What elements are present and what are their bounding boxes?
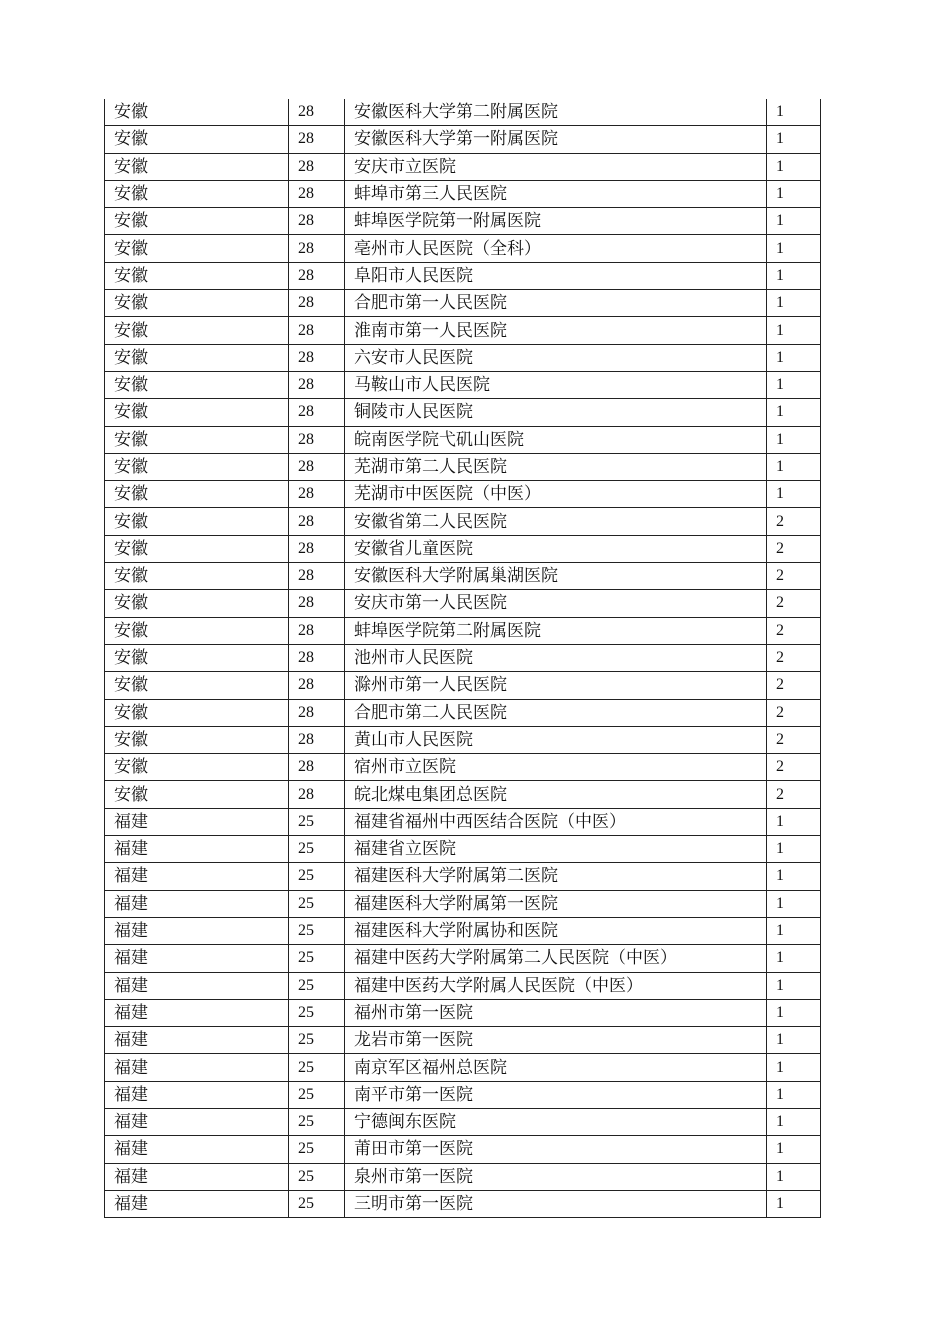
province-cell: 安徽 <box>105 672 289 699</box>
hospital-name-cell: 福建省立医院 <box>345 836 767 863</box>
table-row <box>105 999 821 1026</box>
table-row <box>105 890 821 917</box>
rank-cell: 1 <box>767 99 821 126</box>
hospital-name-cell: 合肥市第一人民医院 <box>345 290 767 317</box>
rank-cell: 1 <box>767 453 821 480</box>
hospital-name-cell: 合肥市第二人民医院 <box>345 699 767 726</box>
rank-cell: 1 <box>767 1054 821 1081</box>
rank-cell: 2 <box>767 563 821 590</box>
table-row <box>105 945 821 972</box>
table-row <box>105 317 821 344</box>
table-row <box>105 481 821 508</box>
rank-cell: 2 <box>767 699 821 726</box>
province-cell: 福建 <box>105 1108 289 1135</box>
hospital-name-cell: 蚌埠医学院第二附属医院 <box>345 617 767 644</box>
table-row <box>105 781 821 808</box>
count-cell: 25 <box>289 1081 345 1108</box>
hospital-name-cell: 福建中医药大学附属第二人民医院（中医） <box>345 945 767 972</box>
count-cell: 25 <box>289 1054 345 1081</box>
province-cell: 福建 <box>105 808 289 835</box>
count-cell: 28 <box>289 99 345 126</box>
province-cell: 福建 <box>105 945 289 972</box>
rank-cell: 2 <box>767 781 821 808</box>
table-row <box>105 399 821 426</box>
hospital-name-cell: 滁州市第一人民医院 <box>345 672 767 699</box>
table-row <box>105 972 821 999</box>
table-row <box>105 726 821 753</box>
hospital-name-cell: 泉州市第一医院 <box>345 1163 767 1190</box>
table-row <box>105 808 821 835</box>
rank-cell: 1 <box>767 426 821 453</box>
table-row <box>105 508 821 535</box>
hospital-name-cell: 龙岩市第一医院 <box>345 1027 767 1054</box>
rank-cell: 1 <box>767 972 821 999</box>
table-row <box>105 1136 821 1163</box>
province-cell: 安徽 <box>105 781 289 808</box>
hospital-name-cell: 蚌埠市第三人民医院 <box>345 180 767 207</box>
hospital-name-cell: 六安市人民医院 <box>345 344 767 371</box>
hospital-name-cell: 亳州市人民医院（全科） <box>345 235 767 262</box>
count-cell: 28 <box>289 644 345 671</box>
count-cell: 28 <box>289 208 345 235</box>
table-row <box>105 535 821 562</box>
table-row <box>105 590 821 617</box>
province-cell: 福建 <box>105 999 289 1026</box>
count-cell: 28 <box>289 508 345 535</box>
rank-cell: 1 <box>767 235 821 262</box>
rank-cell: 1 <box>767 945 821 972</box>
hospital-name-cell: 福建省福州中西医结合医院（中医） <box>345 808 767 835</box>
province-cell: 安徽 <box>105 426 289 453</box>
hospital-name-cell: 福州市第一医院 <box>345 999 767 1026</box>
count-cell: 28 <box>289 535 345 562</box>
hospital-name-cell: 蚌埠医学院第一附属医院 <box>345 208 767 235</box>
hospital-name-cell: 淮南市第一人民医院 <box>345 317 767 344</box>
table-row <box>105 699 821 726</box>
rank-cell: 2 <box>767 508 821 535</box>
rank-cell: 2 <box>767 535 821 562</box>
rank-cell: 1 <box>767 208 821 235</box>
hospital-table-body <box>105 99 821 1218</box>
count-cell: 28 <box>289 563 345 590</box>
table-row <box>105 1081 821 1108</box>
province-cell: 安徽 <box>105 453 289 480</box>
rank-cell: 1 <box>767 917 821 944</box>
table-row <box>105 344 821 371</box>
hospital-name-cell: 南平市第一医院 <box>345 1081 767 1108</box>
rank-cell: 1 <box>767 1163 821 1190</box>
hospital-name-cell: 安徽医科大学第二附属医院 <box>345 99 767 126</box>
province-cell: 安徽 <box>105 699 289 726</box>
table-row <box>105 180 821 207</box>
hospital-name-cell: 安徽医科大学第一附属医院 <box>345 126 767 153</box>
count-cell: 25 <box>289 917 345 944</box>
hospital-name-cell: 福建医科大学附属第二医院 <box>345 863 767 890</box>
province-cell: 福建 <box>105 1027 289 1054</box>
hospital-name-cell: 芜湖市中医医院（中医） <box>345 481 767 508</box>
hospital-name-cell: 安庆市立医院 <box>345 153 767 180</box>
count-cell: 28 <box>289 290 345 317</box>
rank-cell: 1 <box>767 344 821 371</box>
hospital-name-cell: 马鞍山市人民医院 <box>345 371 767 398</box>
province-cell: 安徽 <box>105 99 289 126</box>
table-row <box>105 836 821 863</box>
count-cell: 28 <box>289 180 345 207</box>
rank-cell: 1 <box>767 890 821 917</box>
count-cell: 28 <box>289 590 345 617</box>
rank-cell: 2 <box>767 726 821 753</box>
rank-cell: 2 <box>767 754 821 781</box>
province-cell: 安徽 <box>105 290 289 317</box>
province-cell: 安徽 <box>105 399 289 426</box>
rank-cell: 1 <box>767 290 821 317</box>
rank-cell: 1 <box>767 317 821 344</box>
hospital-name-cell: 莆田市第一医院 <box>345 1136 767 1163</box>
rank-cell: 1 <box>767 399 821 426</box>
province-cell: 福建 <box>105 1163 289 1190</box>
rank-cell: 1 <box>767 1081 821 1108</box>
province-cell: 福建 <box>105 836 289 863</box>
province-cell: 安徽 <box>105 508 289 535</box>
province-cell: 安徽 <box>105 590 289 617</box>
table-row <box>105 126 821 153</box>
province-cell: 安徽 <box>105 535 289 562</box>
table-row <box>105 917 821 944</box>
hospital-name-cell: 黄山市人民医院 <box>345 726 767 753</box>
province-cell: 福建 <box>105 890 289 917</box>
province-cell: 安徽 <box>105 644 289 671</box>
hospital-name-cell: 安庆市第一人民医院 <box>345 590 767 617</box>
count-cell: 28 <box>289 781 345 808</box>
count-cell: 28 <box>289 153 345 180</box>
table-row <box>105 290 821 317</box>
hospital-name-cell: 安徽省第二人民医院 <box>345 508 767 535</box>
hospital-name-cell: 皖北煤电集团总医院 <box>345 781 767 808</box>
count-cell: 28 <box>289 317 345 344</box>
count-cell: 25 <box>289 836 345 863</box>
province-cell: 安徽 <box>105 563 289 590</box>
table-row <box>105 208 821 235</box>
rank-cell: 1 <box>767 262 821 289</box>
province-cell: 安徽 <box>105 180 289 207</box>
table-row <box>105 754 821 781</box>
province-cell: 福建 <box>105 1190 289 1217</box>
province-cell: 福建 <box>105 863 289 890</box>
rank-cell: 1 <box>767 808 821 835</box>
rank-cell: 1 <box>767 153 821 180</box>
table-row <box>105 1163 821 1190</box>
count-cell: 28 <box>289 672 345 699</box>
table-row <box>105 426 821 453</box>
count-cell: 28 <box>289 262 345 289</box>
table-row <box>105 371 821 398</box>
count-cell: 25 <box>289 890 345 917</box>
province-cell: 安徽 <box>105 262 289 289</box>
province-cell: 安徽 <box>105 317 289 344</box>
hospital-name-cell: 皖南医学院弋矶山医院 <box>345 426 767 453</box>
rank-cell: 1 <box>767 836 821 863</box>
count-cell: 28 <box>289 426 345 453</box>
count-cell: 28 <box>289 344 345 371</box>
table-row <box>105 99 821 126</box>
hospital-name-cell: 安徽医科大学附属巢湖医院 <box>345 563 767 590</box>
hospital-name-cell: 芜湖市第二人民医院 <box>345 453 767 480</box>
count-cell: 28 <box>289 699 345 726</box>
count-cell: 25 <box>289 972 345 999</box>
hospital-name-cell: 铜陵市人民医院 <box>345 399 767 426</box>
rank-cell: 2 <box>767 672 821 699</box>
province-cell: 安徽 <box>105 617 289 644</box>
rank-cell: 2 <box>767 617 821 644</box>
rank-cell: 1 <box>767 481 821 508</box>
province-cell: 安徽 <box>105 754 289 781</box>
count-cell: 25 <box>289 1163 345 1190</box>
province-cell: 福建 <box>105 1081 289 1108</box>
table-row <box>105 153 821 180</box>
count-cell: 28 <box>289 481 345 508</box>
hospital-name-cell: 安徽省儿童医院 <box>345 535 767 562</box>
hospital-name-cell: 三明市第一医院 <box>345 1190 767 1217</box>
table-row <box>105 262 821 289</box>
count-cell: 25 <box>289 1108 345 1135</box>
rank-cell: 1 <box>767 863 821 890</box>
province-cell: 安徽 <box>105 344 289 371</box>
hospital-name-cell: 南京军区福州总医院 <box>345 1054 767 1081</box>
table-row <box>105 863 821 890</box>
table-row <box>105 617 821 644</box>
count-cell: 28 <box>289 617 345 644</box>
count-cell: 28 <box>289 126 345 153</box>
province-cell: 安徽 <box>105 126 289 153</box>
rank-cell: 1 <box>767 1027 821 1054</box>
count-cell: 25 <box>289 863 345 890</box>
rank-cell: 1 <box>767 1190 821 1217</box>
count-cell: 25 <box>289 945 345 972</box>
province-cell: 安徽 <box>105 371 289 398</box>
province-cell: 福建 <box>105 1054 289 1081</box>
count-cell: 28 <box>289 453 345 480</box>
hospital-table <box>104 99 821 1218</box>
table-row <box>105 1190 821 1217</box>
hospital-name-cell: 宿州市立医院 <box>345 754 767 781</box>
province-cell: 安徽 <box>105 208 289 235</box>
rank-cell: 1 <box>767 1136 821 1163</box>
province-cell: 福建 <box>105 972 289 999</box>
rank-cell: 1 <box>767 999 821 1026</box>
province-cell: 福建 <box>105 1136 289 1163</box>
rank-cell: 1 <box>767 180 821 207</box>
hospital-name-cell: 福建医科大学附属第一医院 <box>345 890 767 917</box>
count-cell: 25 <box>289 1027 345 1054</box>
table-row <box>105 1027 821 1054</box>
hospital-name-cell: 宁德闽东医院 <box>345 1108 767 1135</box>
province-cell: 福建 <box>105 917 289 944</box>
table-row <box>105 235 821 262</box>
count-cell: 25 <box>289 1190 345 1217</box>
hospital-name-cell: 池州市人民医院 <box>345 644 767 671</box>
count-cell: 28 <box>289 371 345 398</box>
table-row <box>105 672 821 699</box>
table-row <box>105 1108 821 1135</box>
count-cell: 28 <box>289 754 345 781</box>
table-row <box>105 453 821 480</box>
table-row <box>105 1054 821 1081</box>
rank-cell: 2 <box>767 590 821 617</box>
count-cell: 25 <box>289 1136 345 1163</box>
count-cell: 28 <box>289 235 345 262</box>
rank-cell: 1 <box>767 1108 821 1135</box>
count-cell: 28 <box>289 399 345 426</box>
table-row <box>105 644 821 671</box>
province-cell: 安徽 <box>105 235 289 262</box>
count-cell: 25 <box>289 999 345 1026</box>
rank-cell: 2 <box>767 644 821 671</box>
hospital-name-cell: 福建中医药大学附属人民医院（中医） <box>345 972 767 999</box>
table-row <box>105 563 821 590</box>
count-cell: 28 <box>289 726 345 753</box>
province-cell: 安徽 <box>105 153 289 180</box>
province-cell: 安徽 <box>105 481 289 508</box>
hospital-name-cell: 阜阳市人民医院 <box>345 262 767 289</box>
count-cell: 25 <box>289 808 345 835</box>
rank-cell: 1 <box>767 371 821 398</box>
hospital-name-cell: 福建医科大学附属协和医院 <box>345 917 767 944</box>
rank-cell: 1 <box>767 126 821 153</box>
province-cell: 安徽 <box>105 726 289 753</box>
